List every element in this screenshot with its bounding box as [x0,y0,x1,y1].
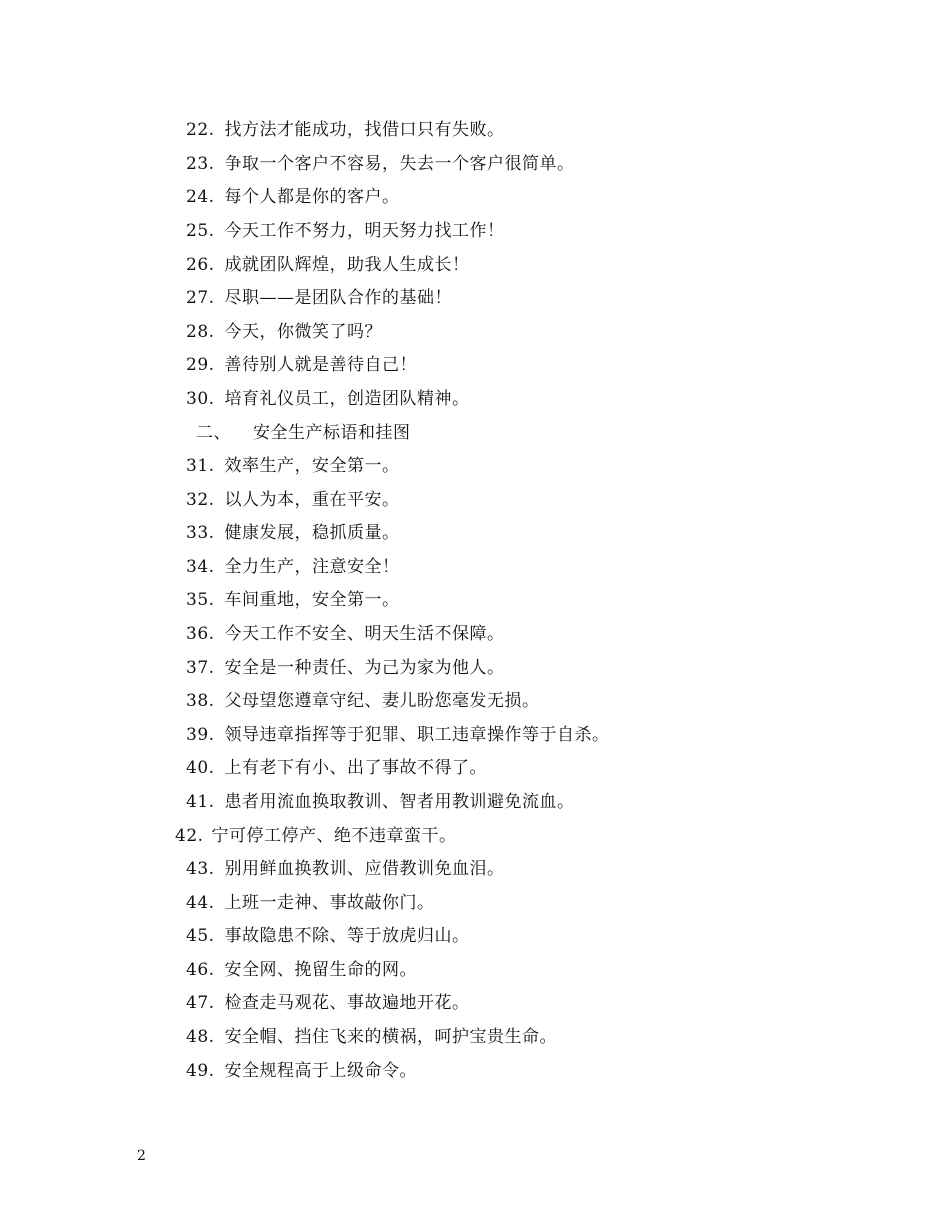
item-number: 36. [186,624,215,644]
section-heading [196,418,411,448]
list-item [175,821,457,851]
list-item [186,888,435,918]
list-item [186,955,417,985]
list-item [186,115,505,145]
item-number: 26. [186,255,215,275]
item-text: 每个人都是你的客户。 [224,187,400,207]
item-text: 上班一走神、事故敲你门。 [224,893,435,913]
item-text: 培育礼仪员工，创造团队精神。 [224,389,470,409]
item-number: 45. [186,926,215,946]
list-item [186,619,505,649]
item-number: 32. [186,490,215,510]
list-item [186,182,400,212]
item-text: 事故隐患不除、等于放虎归山。 [224,926,470,946]
item-text: 效率生产，安全第一。 [224,456,400,476]
item-number: 29. [186,355,215,375]
item-number: 33. [186,523,215,543]
item-number: 46. [186,960,215,980]
item-number: 23. [186,154,215,174]
item-number: 27. [186,288,215,308]
list-item [186,283,452,313]
item-text: 上有老下有小、出了事故不得了。 [224,758,488,778]
list-item [186,552,400,582]
item-text: 今天工作不努力，明天努力找工作！ [224,221,505,241]
list-item [186,384,470,414]
list-item [186,149,575,179]
list-item [186,653,505,683]
item-number: 43. [186,859,215,879]
item-number: 25. [186,221,215,241]
item-text: 全力生产，注意安全！ [224,557,400,577]
item-text: 安全是一种责任、为己为家为他人。 [224,658,505,678]
item-text: 安全规程高于上级命令。 [224,1061,418,1081]
item-number: 24. [186,187,215,207]
item-number: 48. [186,1027,215,1047]
item-text: 父母望您遵章守纪、妻儿盼您毫发无损。 [224,691,540,711]
item-text: 今天，你微笑了吗？ [224,322,383,342]
item-number: 47. [186,993,215,1013]
item-text: 宁可停工停产、绝不违章蛮干。 [211,826,457,846]
list-item [186,1056,417,1086]
list-item [186,1022,557,1052]
item-text: 别用鲜血换教训、应借教训免血泪。 [224,859,505,879]
section-title: 安全生产标语和挂图 [253,423,411,443]
item-number: 35. [186,590,215,610]
section-number: 二、 [196,423,231,443]
item-text: 找方法才能成功，找借口只有失败。 [224,120,505,140]
item-text: 成就团队辉煌，助我人生成长！ [224,255,470,275]
item-text: 善待别人就是善待自己！ [224,355,418,375]
list-item [186,585,400,615]
item-number: 42. [175,826,204,846]
item-text: 争取一个客户不容易，失去一个客户很简单。 [224,154,575,174]
list-item [186,250,470,280]
item-number: 34. [186,557,215,577]
list-item [186,720,610,750]
list-item [186,451,400,481]
item-text: 健康发展，稳抓质量。 [224,523,400,543]
list-item [186,753,487,783]
item-text: 领导违章指挥等于犯罪、职工违章操作等于自杀。 [224,725,610,745]
item-number: 40. [186,758,215,778]
list-item [186,787,575,817]
item-text: 车间重地，安全第一。 [224,590,400,610]
item-number: 31. [186,456,215,476]
item-number: 49. [186,1061,215,1081]
list-item [186,350,417,380]
list-item [186,317,382,347]
item-number: 37. [186,658,215,678]
item-number: 38. [186,691,215,711]
item-number: 44. [186,893,215,913]
list-item [186,216,505,246]
item-number: 41. [186,792,215,812]
item-text: 安全网、挽留生命的网。 [224,960,418,980]
item-text: 安全帽、挡住飞来的横祸，呵护宝贵生命。 [224,1027,558,1047]
list-item [186,854,505,884]
item-number: 30. [186,389,215,409]
item-text: 以人为本，重在平安。 [224,490,400,510]
list-item [186,485,400,515]
list-item [186,988,470,1018]
item-text: 今天工作不安全、明天生活不保障。 [224,624,505,644]
item-text: 尽职——是团队合作的基础！ [224,288,453,308]
list-item [186,921,470,951]
list-item [186,686,540,716]
item-number: 22. [186,120,215,140]
list-item [186,518,400,548]
page-number: 2 [137,1148,146,1164]
item-number: 39. [186,725,215,745]
item-text: 患者用流血换取教训、智者用教训避免流血。 [224,792,575,812]
item-number: 28. [186,322,215,342]
item-text: 检查走马观花、事故遍地开花。 [224,993,470,1013]
